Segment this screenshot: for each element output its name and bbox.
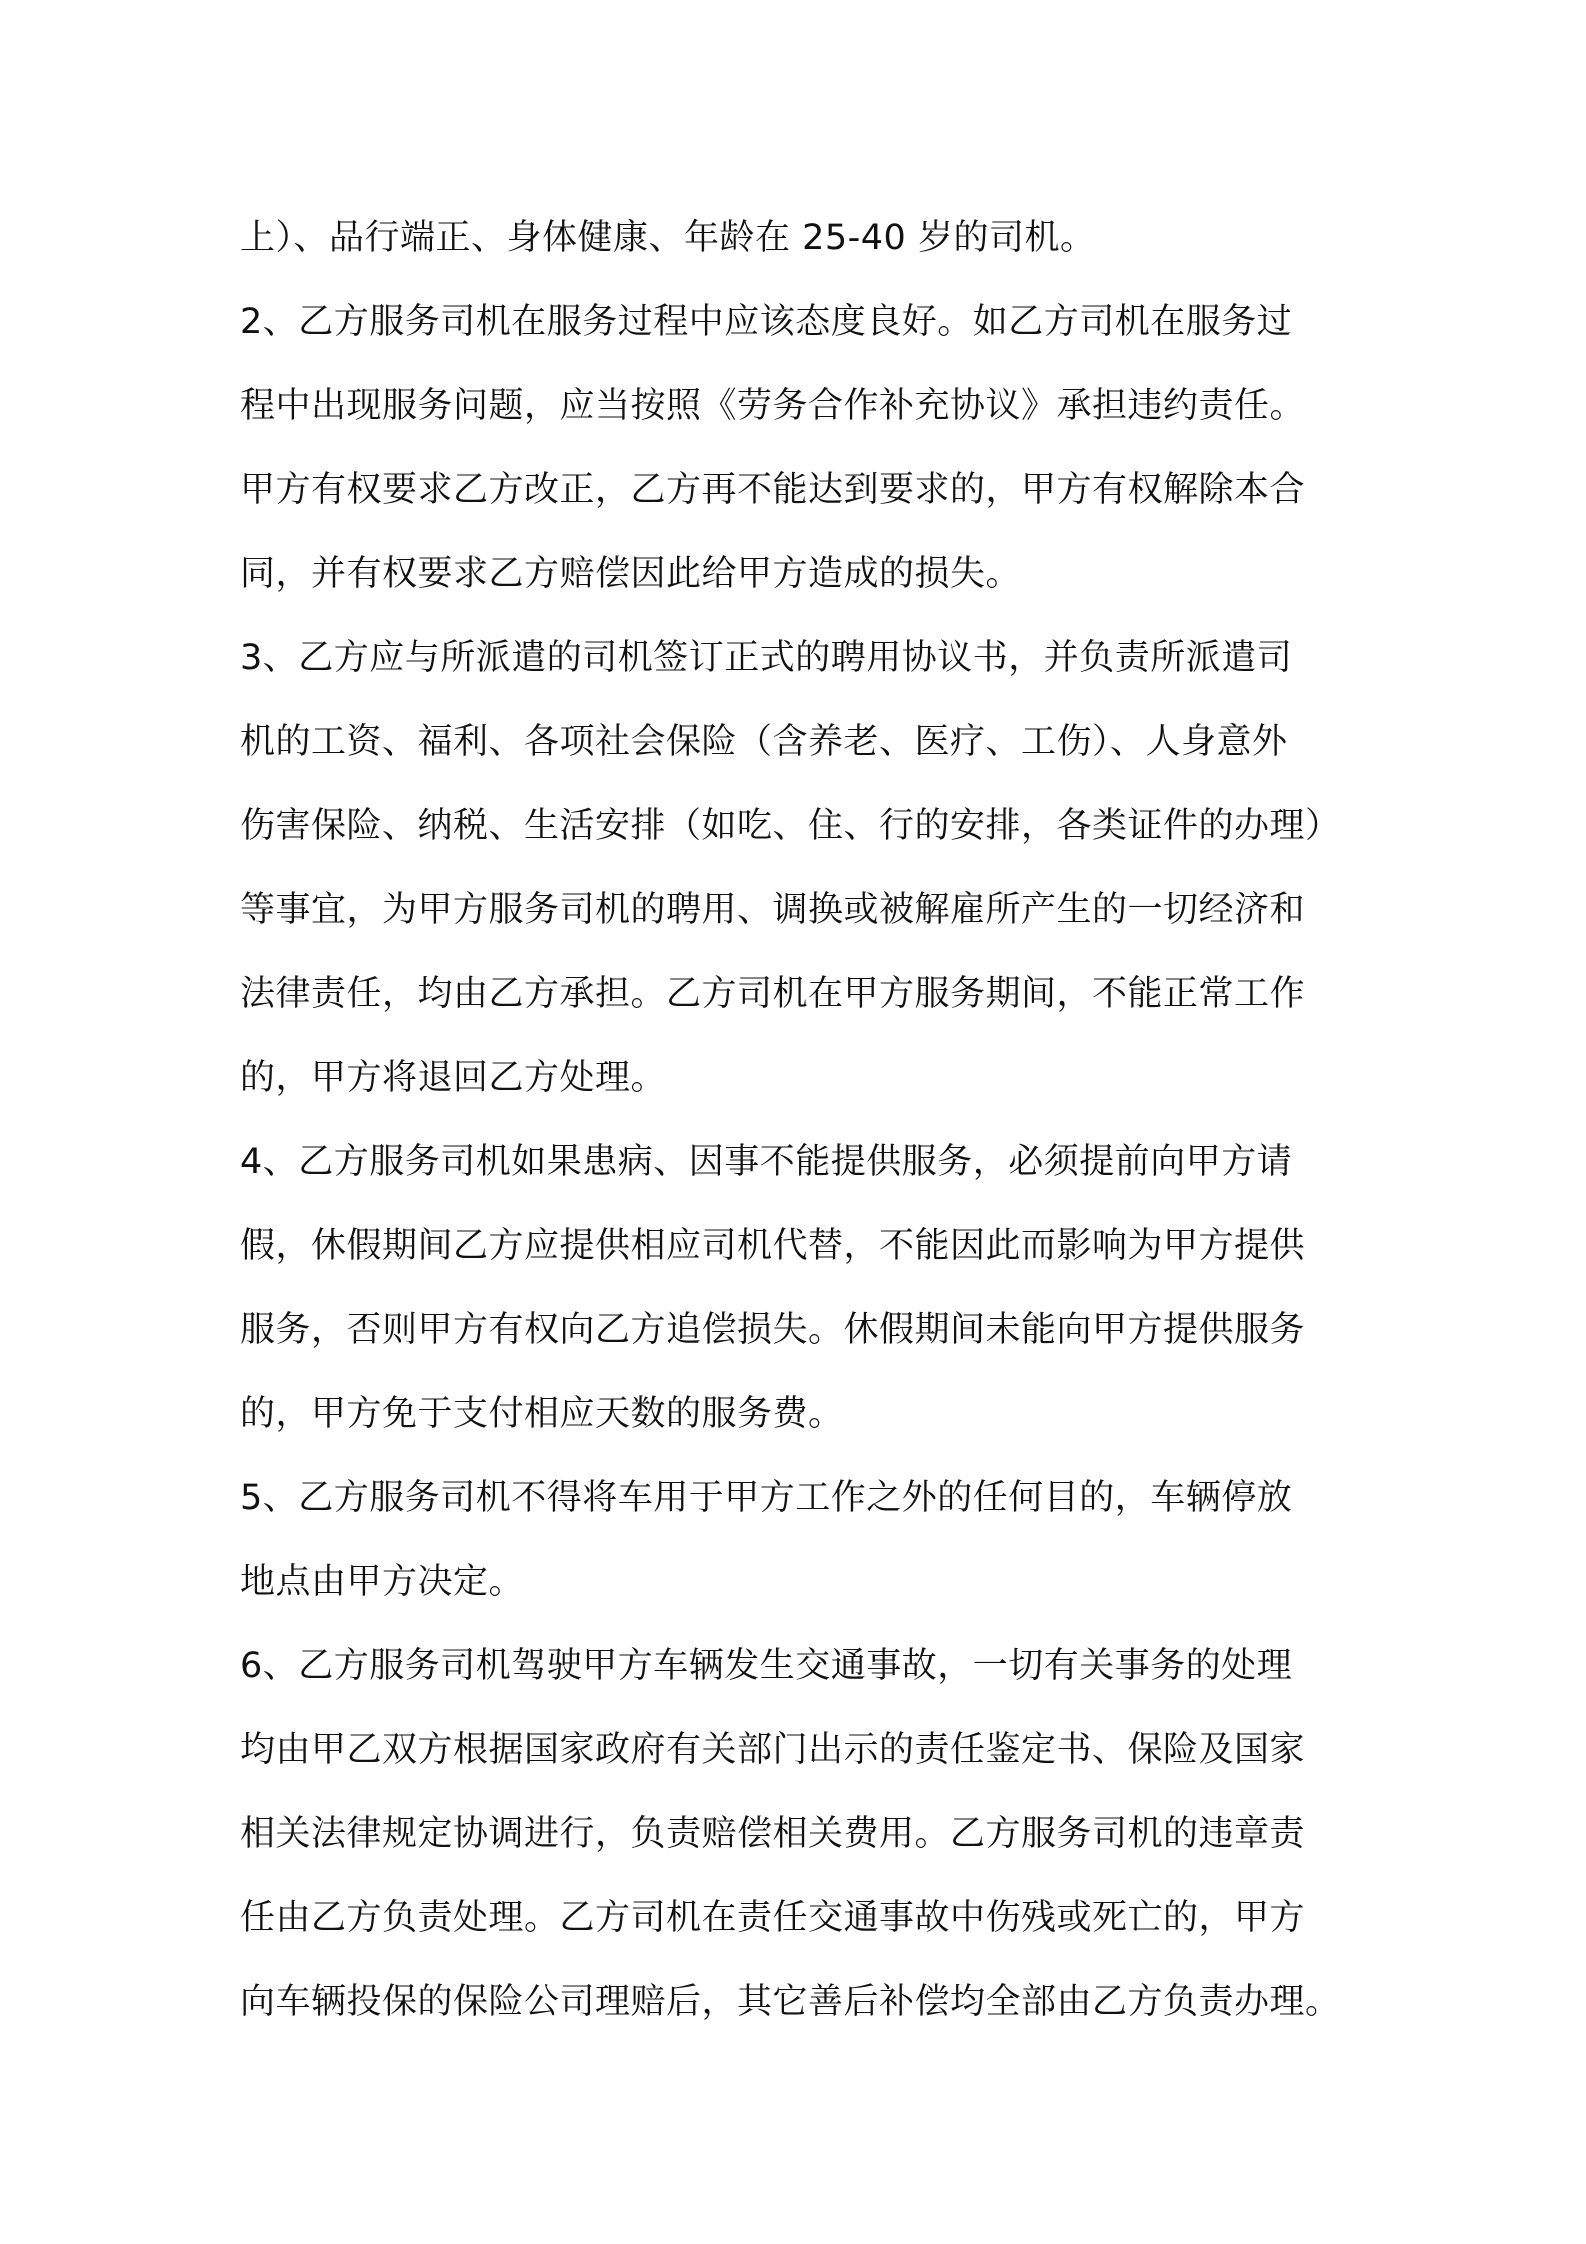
document-body bbox=[240, 196, 1380, 2044]
clause-4-line: 4、乙方服务司机如果患病、因事不能提供服务，必须提前向甲方请 bbox=[240, 1142, 1293, 1182]
text-line: 法律责任，均由乙方承担。乙方司机在甲方服务期间，不能正常工作 bbox=[240, 974, 1306, 1014]
text-line: 的，甲方免于支付相应天数的服务费。 bbox=[240, 1394, 844, 1434]
text-line: 伤害保险、纳税、生活安排（如吃、住、行的安排，各类证件的办理） bbox=[240, 806, 1341, 846]
text-line: 上）、品行端正、身体健康、年龄在 25-40 岁的司机。 bbox=[240, 218, 1096, 258]
text-line: 机的工资、福利、各项社会保险（含养老、医疗、工伤）、人身意外 bbox=[240, 722, 1288, 762]
text-line: 任由乙方负责处理。乙方司机在责任交通事故中伤残或死亡的，甲方 bbox=[240, 1898, 1306, 1938]
text-line: 等事宜，为甲方服务司机的聘用、调换或被解雇所产生的一切经济和 bbox=[240, 890, 1306, 930]
clause-2-line: 2、乙方服务司机在服务过程中应该态度良好。如乙方司机在服务过 bbox=[240, 302, 1293, 342]
text-line: 甲方有权要求乙方改正，乙方再不能达到要求的，甲方有权解除本合 bbox=[240, 470, 1306, 510]
text-line: 同，并有权要求乙方赔偿因此给甲方造成的损失。 bbox=[240, 554, 1022, 594]
text-line: 均由甲乙双方根据国家政府有关部门出示的责任鉴定书、保险及国家 bbox=[240, 1730, 1306, 1770]
clause-5-line: 5、乙方服务司机不得将车用于甲方工作之外的任何目的，车辆停放 bbox=[240, 1478, 1293, 1518]
text-line: 相关法律规定协调进行，负责赔偿相关费用。乙方服务司机的违章责 bbox=[240, 1814, 1306, 1854]
text-line: 的，甲方将退回乙方处理。 bbox=[240, 1058, 667, 1098]
text-line: 地点由甲方决定。 bbox=[240, 1562, 525, 1602]
text-line: 向车辆投保的保险公司理赔后，其它善后补偿均全部由乙方负责办理。 bbox=[240, 1982, 1341, 2022]
clause-3-line: 3、乙方应与所派遣的司机签订正式的聘用协议书，并负责所派遣司 bbox=[240, 638, 1293, 678]
text-line: 假，休假期间乙方应提供相应司机代替，不能因此而影响为甲方提供 bbox=[240, 1226, 1306, 1266]
text-line: 程中出现服务问题，应当按照《劳务合作补充协议》承担违约责任。 bbox=[240, 386, 1306, 426]
clause-6-line: 6、乙方服务司机驾驶甲方车辆发生交通事故，一切有关事务的处理 bbox=[240, 1646, 1293, 1686]
text-line: 服务，否则甲方有权向乙方追偿损失。休假期间未能向甲方提供服务 bbox=[240, 1310, 1306, 1350]
